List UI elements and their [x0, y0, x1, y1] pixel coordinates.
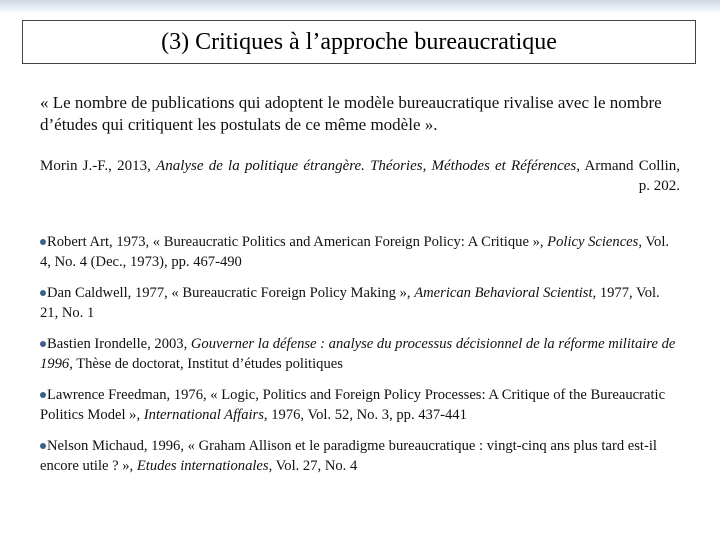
bullet-icon — [40, 290, 46, 296]
reference-journal: International Affairs — [143, 407, 264, 423]
reference-item — [40, 232, 680, 272]
quote-citation — [40, 156, 680, 196]
reference-details: , 1977, Vol. 21, No. 1 — [40, 285, 660, 321]
reference-details: , Thèse de doctorat, Institut d’études politiques — [69, 356, 343, 372]
reference-text: Robert Art, 1973, « Bureaucratic Politics and American Foreign Policy: A Critique », — [47, 234, 548, 250]
reference-details: , 1976, Vol. 52, No. 3, pp. 437-441 — [263, 407, 467, 423]
reference-item — [40, 436, 680, 476]
slide-title: (3) Critiques à l’approche bureaucratique — [161, 28, 557, 55]
bullet-icon — [40, 239, 46, 245]
quote-paragraph: « Le nombre de publications qui adoptent le modèle bureaucratique rivalise avec le nombre d’études qui critiquent les postulats de ce même modèle ». — [40, 93, 662, 134]
reference-text: Lawrence Freedman, 1976, « Logic, Politics and Foreign Policy Processes: A Critique of the Bureaucratic Politics Model », — [40, 387, 666, 423]
citation-page: p. 202. — [638, 178, 680, 194]
reference-details: , Vol. 27, No. 4 — [268, 458, 358, 474]
reference-text: Bastien Irondelle, 2003, — [47, 336, 191, 352]
reference-journal: American Behavioral Scientist — [414, 285, 593, 301]
header-gradient-bar — [0, 0, 720, 14]
citation-publisher: , Armand Collin, — [576, 158, 680, 174]
reference-journal: Policy Sciences — [547, 234, 639, 250]
reference-journal: Gouverner la défense : analyse du processus décisionnel de la réforme militaire de 1996 — [40, 336, 676, 372]
reference-journal: Etudes internationales — [136, 458, 269, 474]
reference-list — [40, 232, 680, 487]
citation-line — [40, 156, 680, 176]
citation-author: Morin J.-F., 2013, — [40, 158, 157, 174]
reference-details: , Vol. 4, No. 4 (Dec., 1973), pp. 467-490 — [40, 234, 670, 270]
bullet-icon — [40, 443, 46, 449]
bullet-icon — [40, 341, 46, 347]
bullet-icon — [40, 392, 46, 398]
reference-item — [40, 283, 680, 323]
citation-book-title: Analyse de la politique étrangère. Théories, Méthodes et Références — [156, 158, 577, 174]
reference-text: Dan Caldwell, 1977, « Bureaucratic Foreign Policy Making », — [47, 285, 415, 301]
reference-text: Nelson Michaud, 1996, « Graham Allison et le paradigme bureaucratique : vingt-cinq ans plus tard est-il encore utile ? », — [40, 438, 657, 474]
reference-item — [40, 385, 680, 425]
reference-item — [40, 334, 680, 374]
title-box — [22, 20, 696, 64]
